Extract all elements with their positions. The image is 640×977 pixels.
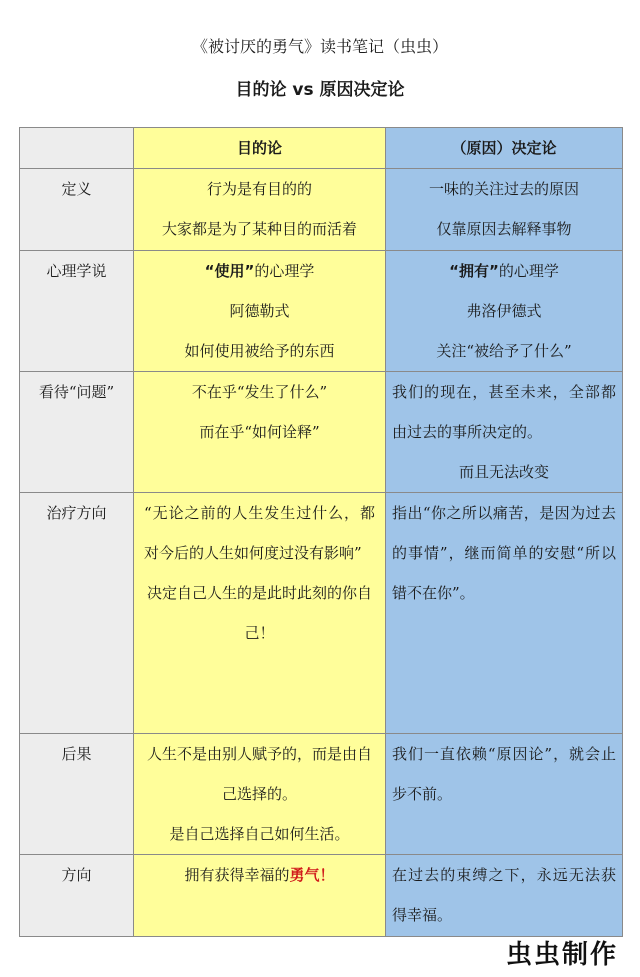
cell-line: 而在乎“如何诠释”: [199, 423, 320, 441]
purpose-cell: [134, 734, 386, 855]
cause-cell: [386, 251, 623, 372]
purpose-cell: [134, 251, 386, 372]
watermark: 虫虫制作: [505, 940, 618, 970]
purpose-cell: [134, 855, 386, 937]
table-row: [20, 251, 623, 372]
cell-paragraph: 我们一直依赖“原因论”，就会止步不前。: [392, 745, 616, 803]
cell-line: 不在乎“发生了什么”: [191, 383, 328, 401]
cell-paragraph: “无论之前的人生发生过什么，都对今后的人生如何度过没有影响”: [144, 504, 375, 562]
cell-line: 关注“被给予了什么”: [436, 342, 572, 360]
cell-text: 拥有获得幸福的: [184, 866, 290, 884]
table-row: [20, 734, 623, 855]
cell-line: [140, 251, 379, 291]
header-cause-determinism: （原因）决定论: [386, 128, 623, 169]
purpose-cell: [134, 169, 386, 251]
row-label: 方向: [20, 855, 134, 937]
purpose-cell: [134, 493, 386, 734]
cause-cell: [386, 372, 623, 493]
cell-line: 大家都是为了某种目的而活着: [161, 220, 357, 238]
document-subtitle: 目的论 vs 原因决定论: [235, 80, 405, 100]
row-label: 心理学说: [20, 251, 134, 372]
cell-line: 行为是有目的的: [206, 180, 312, 198]
cause-cell: [386, 169, 623, 251]
cell-line: 如何使用被给予的东西: [184, 342, 335, 360]
cause-cell: [386, 734, 623, 855]
cell-paragraph: 在过去的束缚之下，永远无法获得幸福。: [392, 866, 616, 924]
cell-paragraph: 指出“你之所以痛苦，是因为过去的事情”，继而简单的安慰“所以错不在你”。: [392, 504, 616, 602]
highlight-text: 勇气！: [289, 866, 335, 884]
emphasis-text: “使用”: [204, 262, 255, 280]
table-row: [20, 169, 623, 251]
header-purpose-theory: 目的论: [134, 128, 386, 169]
cell-line: 而且无法改变: [458, 463, 549, 481]
cell-line: [140, 855, 379, 895]
cell-paragraph: 决定自己人生的是此时此刻的你自己！: [146, 584, 372, 642]
comparison-table: [19, 127, 623, 937]
cell-line: 一味的关注过去的原因: [428, 180, 579, 198]
cell-text: 的心理学: [254, 262, 315, 280]
cause-cell: [386, 855, 623, 937]
cell-line: [392, 251, 616, 291]
purpose-cell: [134, 372, 386, 493]
cell-line: 弗洛伊德式: [466, 302, 542, 320]
table-row: [20, 493, 623, 734]
row-label: 看待“问题”: [20, 372, 134, 493]
emphasis-text: “拥有”: [449, 262, 499, 280]
header-corner: [20, 128, 134, 169]
table-row: [20, 372, 623, 493]
row-label: 后果: [20, 734, 134, 855]
cell-line: 仅靠原因去解释事物: [436, 220, 572, 238]
document-title: 《被讨厌的勇气》读书笔记（虫虫）: [191, 37, 448, 56]
table-row: [20, 855, 623, 937]
cell-paragraph: 人生不是由别人赋予的，而是由自己选择的。: [146, 745, 372, 803]
cell-text: 的心理学: [498, 262, 559, 280]
row-label: 定义: [20, 169, 134, 251]
cause-cell: [386, 493, 623, 734]
table-header-row: [20, 128, 623, 169]
row-label: 治疗方向: [20, 493, 134, 734]
cell-line: 阿德勒式: [229, 302, 290, 320]
cell-line: 是自己选择自己如何生活。: [169, 825, 350, 843]
cell-paragraph: 我们的现在，甚至未来，全部都由过去的事所决定的。: [392, 383, 616, 441]
